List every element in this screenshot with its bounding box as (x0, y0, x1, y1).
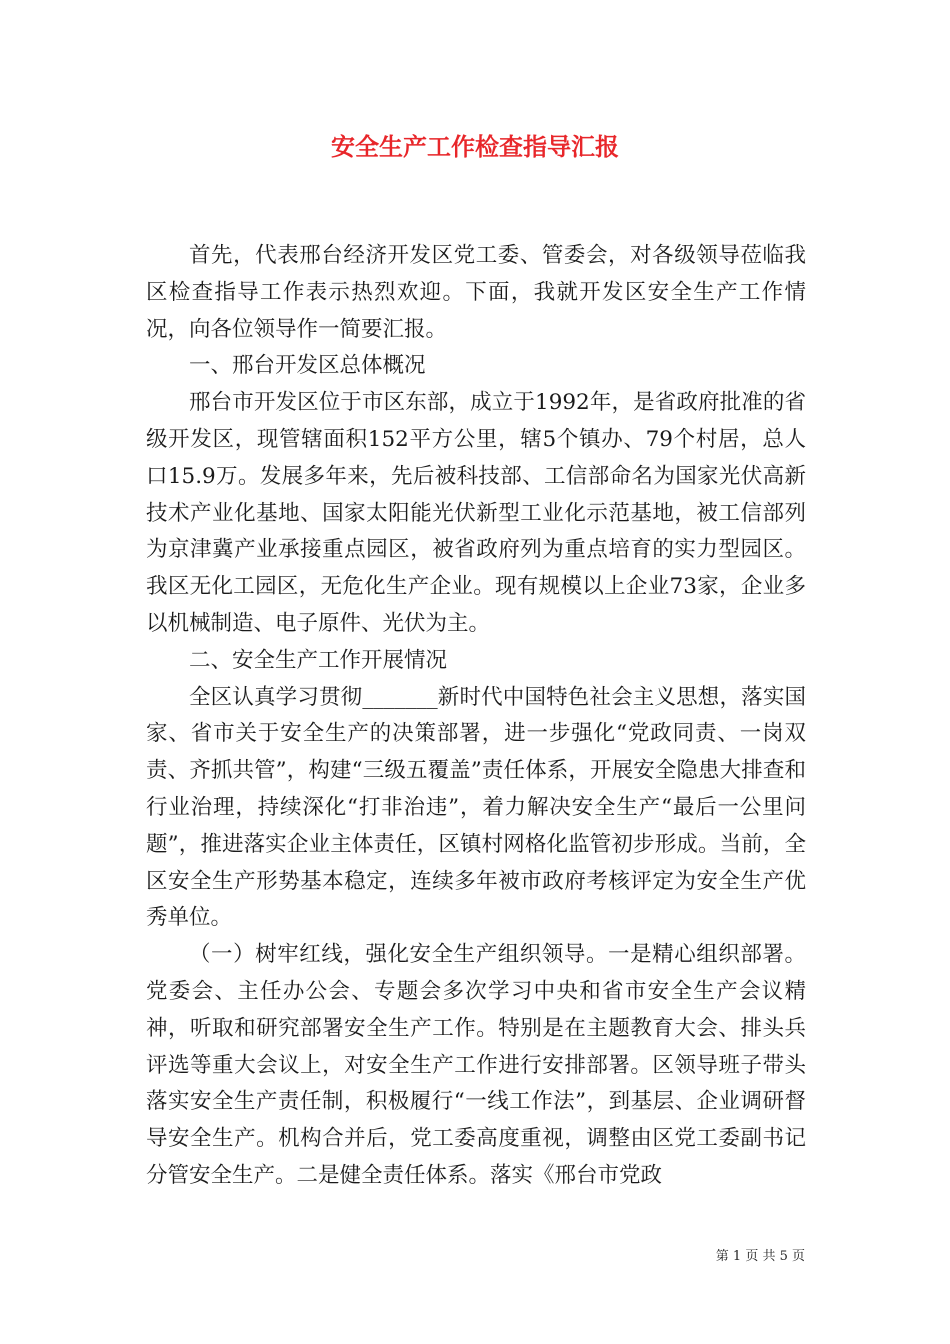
document-title: 安全生产工作检查指导汇报 (331, 132, 619, 161)
section-heading-safety-work: 二、安全生产工作开展情况 (189, 647, 448, 673)
document-body (146, 238, 806, 1195)
paragraph-overview: 邢台市开发区位于市区东部，成立于1992年，是省政府批准的省级开发区，现管辖面积152平方公里，辖5个镇办、79个村居，总人口15.9万。发展多年来，先后被科技部、工信部命名为国家光伏高新技术产业化基地、国家太阳能光伏新型工业化示范基地，被工信部列为京津冀产业承接重点园区，被省政府列为重点培育的实力型园区。我区无化工园区，无危化生产企业。现有规模以上企业73家，企业多以机械制造、电子原件、光伏为主。 (146, 390, 806, 636)
paragraph-organization-leadership: （一）树牢红线，强化安全生产组织领导。一是精心组织部署。党委会、主任办公会、专题会多次学习中央和省市安全生产会议精神，听取和研究部署安全生产工作。特别是在主题教育大会、排头兵评选等重大会议上，对安全生产工作进行安排部署。区领导班子带头落实安全生产责任制，积极履行“一线工作法”，到基层、企业调研督导安全生产。机构合并后，党工委高度重视，调整由区党工委副书记分管安全生产。二是健全责任体系。落实《邢台市党政 (146, 942, 806, 1188)
paragraph-intro: 首先，代表邢台经济开发区党工委、管委会，对各级领导莅临我区检查指导工作表示热烈欢迎。下面，我就开发区安全生产工作情况，向各位领导作一简要汇报。 (146, 243, 806, 342)
section-heading-overview: 一、邢台开发区总体概况 (189, 353, 426, 379)
paragraph-safety-work: 全区认真学习贯彻_______新时代中国特色社会主义思想，落实国家、省市关于安全生产的决策部署，进一步强化“党政同责、一岗双责、齐抓共管”，构建“三级五覆盖”责任体系，开展安全隐患大排查和行业治理，持续深化“打非治违”，着力解决安全生产“最后一公里问题”，推进落实企业主体责任，区镇村网格化监管初步形成。当前，全区安全生产形势基本稳定，连续多年被市政府考核评定为安全生产优秀单位。 (146, 684, 806, 931)
page-number-footer: 第 1 页 共 5 页 (715, 1249, 805, 1264)
